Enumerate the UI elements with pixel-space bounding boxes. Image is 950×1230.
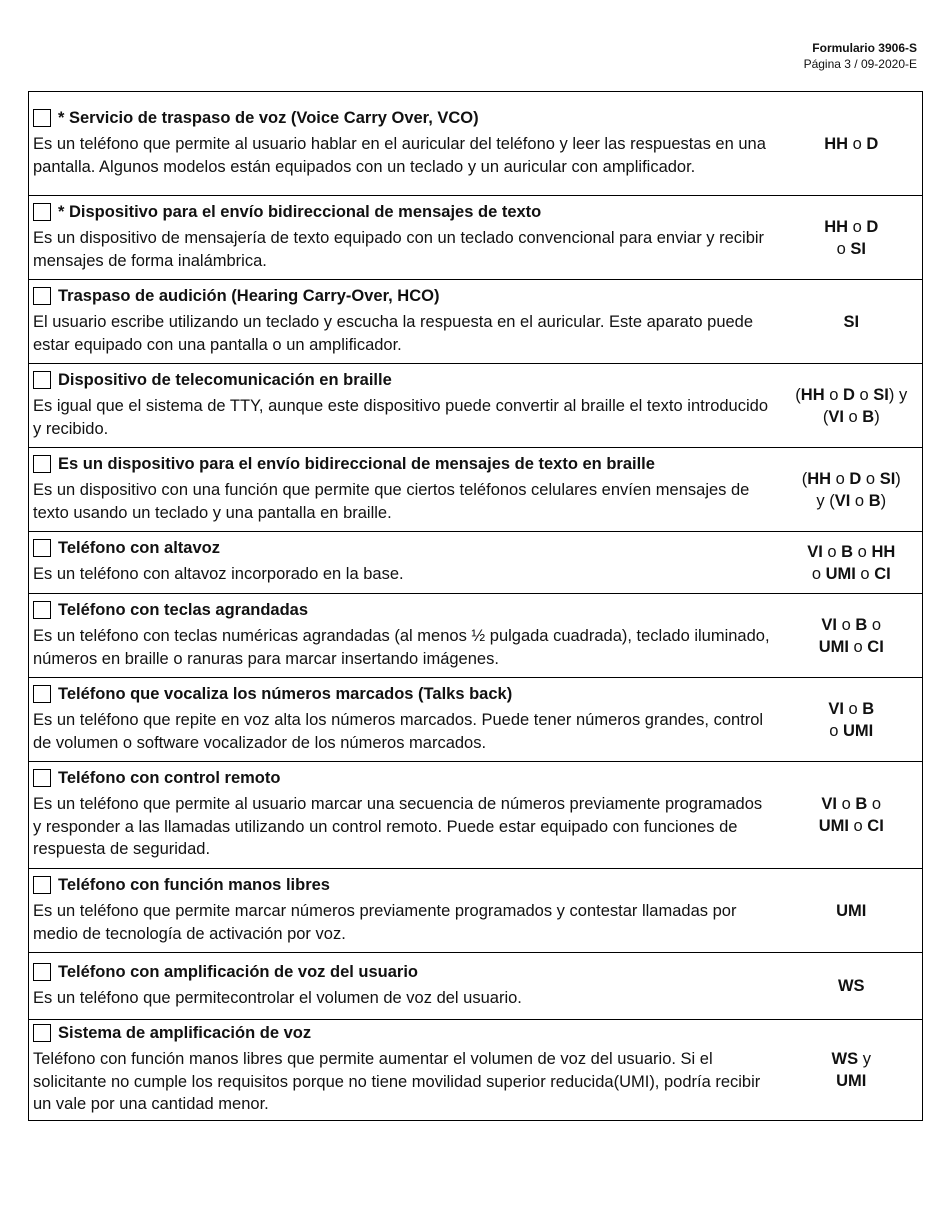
eligibility-code: UMI [843, 721, 874, 740]
eligibility-connector: o [867, 795, 882, 813]
eligibility-code: UMI [836, 901, 867, 920]
eligibility-code: VI [828, 407, 844, 426]
eligibility-code-cell [781, 1020, 923, 1121]
eligibility-code: VI [828, 699, 844, 718]
eligibility-connector: ) [880, 491, 887, 510]
device-checkbox[interactable] [33, 963, 51, 981]
device-title-line [33, 683, 775, 705]
eligibility-code: HH [871, 542, 896, 561]
device-option-row [29, 762, 923, 869]
eligibility-code: D [842, 385, 855, 404]
device-checkbox[interactable] [33, 371, 51, 389]
device-title: Teléfono con teclas agrandadas [58, 601, 309, 619]
eligibility-code: VI [821, 615, 838, 634]
eligibility-connector: o [811, 564, 826, 583]
device-option-row [29, 280, 923, 364]
eligibility-code: VI [834, 491, 851, 510]
device-title-line [33, 453, 775, 475]
device-description: Es un teléfono que permite marcar números previamente programados y contestar llamadas por medio de tecnología de activación por voz. [33, 902, 737, 943]
eligibility-code: SI [850, 239, 866, 258]
eligibility-code: HH [824, 134, 849, 153]
eligibility-connector: ) y [888, 385, 908, 404]
device-description-cell [29, 678, 781, 762]
eligibility-connector: o [837, 615, 856, 634]
eligibility-code: WS [831, 1049, 859, 1068]
eligibility-code-line [785, 541, 919, 563]
device-checkbox[interactable] [33, 769, 51, 787]
device-description: Es un dispositivo de mensajería de texto equipado con un teclado convencional para enviar y recibir mensajes de forma inalámbrica. [33, 229, 765, 270]
device-title-line [33, 201, 775, 223]
eligibility-connector: o [831, 469, 850, 488]
eligibility-code: UMI [818, 817, 849, 835]
eligibility-code-line [785, 490, 919, 512]
device-option-row [29, 92, 923, 196]
eligibility-code-line [785, 1070, 919, 1092]
device-option-row [29, 448, 923, 532]
eligibility-connector: o [843, 699, 863, 718]
device-option-row [29, 869, 923, 953]
eligibility-code: SI [873, 385, 889, 404]
eligibility-code: UMI [836, 1071, 867, 1090]
eligibility-code: CI [874, 564, 891, 583]
eligibility-code-cell [781, 280, 923, 364]
eligibility-code-line [785, 563, 919, 585]
device-description-cell [29, 532, 781, 594]
eligibility-code: B [841, 542, 854, 561]
eligibility-connector: o [850, 491, 869, 510]
device-checkbox[interactable] [33, 109, 51, 127]
eligibility-code-cell [781, 953, 923, 1020]
eligibility-connector: y [858, 1049, 871, 1068]
device-title: * Servicio de traspaso de voz (Voice Carry Over, VCO) [58, 109, 479, 127]
device-title-line [33, 285, 775, 307]
device-title-line [33, 1022, 775, 1044]
eligibility-code-line [785, 698, 919, 720]
device-title: Dispositivo de telecomunicación en braille [58, 371, 392, 389]
eligibility-code-line [785, 975, 919, 997]
device-checkbox[interactable] [33, 685, 51, 703]
device-checkbox[interactable] [33, 601, 51, 619]
eligibility-connector: ( [822, 407, 829, 426]
eligibility-code: CI [867, 817, 884, 835]
device-description: Es un dispositivo con una función que permite que ciertos teléfonos celulares envíen mensajes de texto usando un teclado y una pantalla en braille. [33, 481, 750, 522]
eligibility-connector: ( [795, 385, 801, 404]
eligibility-code-line [785, 216, 919, 238]
device-description: Es un teléfono que repite en voz alta los números marcados. Puede tener números grandes, control de volumen o software vocalizador de los números marcados. [33, 711, 764, 752]
device-description-cell [29, 762, 781, 869]
device-description-cell [29, 280, 781, 364]
device-description: Es un teléfono con altavoz incorporado en la base. [33, 565, 404, 584]
device-title-line [33, 107, 775, 129]
page-info: Página 3 / 09-2020-E [803, 57, 917, 71]
eligibility-code: B [855, 795, 868, 813]
eligibility-code-cell [781, 532, 923, 594]
eligibility-code-cell [781, 594, 923, 678]
eligibility-connector: o [855, 564, 875, 583]
device-checkbox[interactable] [33, 1024, 51, 1042]
device-option-row [29, 532, 923, 594]
device-option-row [29, 678, 923, 762]
eligibility-code-line [785, 1048, 919, 1070]
eligibility-code-cell [781, 762, 923, 869]
device-description-cell [29, 448, 781, 532]
eligibility-code: WS [837, 977, 865, 995]
eligibility-connector: o [836, 239, 851, 258]
device-title-line [33, 767, 775, 789]
eligibility-connector: o [829, 721, 843, 740]
eligibility-code: B [868, 491, 881, 510]
eligibility-code-cell [781, 364, 923, 448]
device-description: Es un teléfono con teclas numéricas agrandadas (al menos ½ pulgada cuadrada), teclado iluminado, números en braille o ranuras para marcar insertando imágenes. [33, 627, 770, 668]
device-title: Sistema de amplificación de voz [58, 1024, 312, 1042]
device-title: Teléfono con altavoz [58, 539, 220, 558]
eligibility-connector: ( [801, 469, 808, 488]
eligibility-connector: o [848, 637, 868, 656]
device-title: Teléfono con control remoto [58, 769, 281, 788]
eligibility-connector: o [843, 407, 863, 426]
device-title: Es un dispositivo para el envío bidireccional de mensajes de texto en braille [58, 455, 655, 473]
eligibility-code-line [785, 406, 919, 428]
device-description: Es igual que el sistema de TTY, aunque este dispositivo puede convertir al braille el texto introducido y recibido. [33, 397, 768, 438]
form-header [804, 40, 917, 72]
eligibility-code: VI [821, 795, 838, 813]
device-checkbox[interactable] [33, 539, 51, 557]
device-option-row [29, 1020, 923, 1121]
eligibility-connector: o [867, 615, 882, 634]
device-description-cell [29, 594, 781, 678]
device-checkbox[interactable] [33, 455, 51, 473]
device-title-line [33, 599, 775, 621]
device-title: Teléfono que vocaliza los números marcados (Talks back) [58, 685, 513, 703]
device-description-cell [29, 1020, 781, 1121]
device-title-line [33, 874, 775, 896]
eligibility-connector: o [848, 134, 867, 153]
device-description: Teléfono con función manos libres que permite aumentar el volumen de voz del usuario. Si el solicitante no cumple los requisitos porque no tiene movilidad superior reducida(UMI), podría recibir un vale por una cantidad menor. [33, 1050, 761, 1113]
eligibility-code-line [785, 133, 919, 155]
device-description-cell [29, 869, 781, 953]
eligibility-code-line [785, 311, 919, 333]
device-title: * Dispositivo para el envío bidireccional de mensajes de texto [58, 203, 542, 221]
eligibility-connector: o [837, 795, 856, 813]
eligibility-code-line [785, 238, 919, 260]
eligibility-connector: ) [895, 469, 901, 488]
eligibility-connector: o [848, 217, 867, 236]
device-description: Es un teléfono que permite al usuario hablar en el auricular del teléfono y leer las respuestas en una pantalla. Algunos modelos están equipados con un teclado y un auricular con amplificador. [33, 135, 766, 176]
form-number: Formulario 3906-S [812, 41, 917, 55]
device-option-row [29, 953, 923, 1020]
device-description-cell [29, 92, 781, 196]
eligibility-code-cell [781, 92, 923, 196]
eligibility-code: HH [807, 469, 832, 488]
eligibility-code: D [849, 469, 862, 488]
device-title: Traspaso de audición (Hearing Carry-Over, HCO) [58, 287, 440, 305]
eligibility-code: D [866, 134, 879, 153]
eligibility-code: B [862, 699, 875, 718]
eligibility-code-line [785, 815, 919, 837]
device-description: Es un teléfono que permite al usuario marcar una secuencia de números previamente programados y responder a las llamadas utilizando un control remoto. Puede estar equipado con funciones de respuesta de seguridad. [33, 795, 763, 859]
device-checkbox[interactable] [33, 287, 51, 305]
eligibility-code: SI [843, 312, 860, 331]
eligibility-code: VI [807, 542, 823, 561]
eligibility-code: UMI [825, 564, 856, 583]
eligibility-connector: y ( [816, 491, 835, 510]
device-title: Teléfono con función manos libres [58, 876, 330, 894]
eligibility-connector: o [822, 542, 842, 561]
eligibility-code-cell [781, 678, 923, 762]
device-description-cell [29, 364, 781, 448]
eligibility-code: D [866, 217, 879, 236]
device-description: El usuario escribe utilizando un teclado y escucha la respuesta en el auricular. Este aparato puede estar equipado con una pantalla o un amplificador. [33, 313, 754, 354]
eligibility-code-line [785, 468, 919, 490]
eligibility-connector: o [854, 385, 874, 404]
eligibility-code-line [785, 614, 919, 636]
eligibility-code-cell [781, 448, 923, 532]
eligibility-code: B [855, 615, 868, 634]
device-checkbox[interactable] [33, 876, 51, 894]
eligibility-code-line [785, 793, 919, 815]
eligibility-code-cell [781, 196, 923, 280]
device-description: Es un teléfono que permitecontrolar el volumen de voz del usuario. [33, 988, 522, 1007]
device-title-line [33, 537, 775, 559]
eligibility-connector: o [848, 817, 868, 835]
eligibility-code-line [785, 384, 919, 406]
device-checkbox[interactable] [33, 203, 51, 221]
eligibility-code-cell [781, 869, 923, 953]
device-title-line [33, 961, 775, 983]
device-title-line [33, 369, 775, 391]
eligibility-code-line [785, 636, 919, 658]
device-option-row [29, 364, 923, 448]
device-description-cell [29, 953, 781, 1020]
device-title: Teléfono con amplificación de voz del usuario [58, 962, 419, 981]
eligibility-connector: o [861, 469, 880, 488]
device-option-row [29, 196, 923, 280]
eligibility-code: HH [800, 385, 825, 404]
eligibility-code: HH [824, 217, 849, 236]
eligibility-code: B [862, 407, 875, 426]
eligibility-code-line [785, 900, 919, 922]
eligibility-connector: ) [874, 407, 880, 426]
device-description-cell [29, 196, 781, 280]
eligibility-code: SI [879, 469, 896, 488]
eligibility-connector: o [853, 542, 872, 561]
eligibility-code-line [785, 720, 919, 742]
device-option-row [29, 594, 923, 678]
device-options-table [28, 91, 923, 1121]
eligibility-connector: o [824, 385, 843, 404]
eligibility-code: CI [867, 637, 884, 656]
eligibility-code: UMI [818, 637, 849, 656]
